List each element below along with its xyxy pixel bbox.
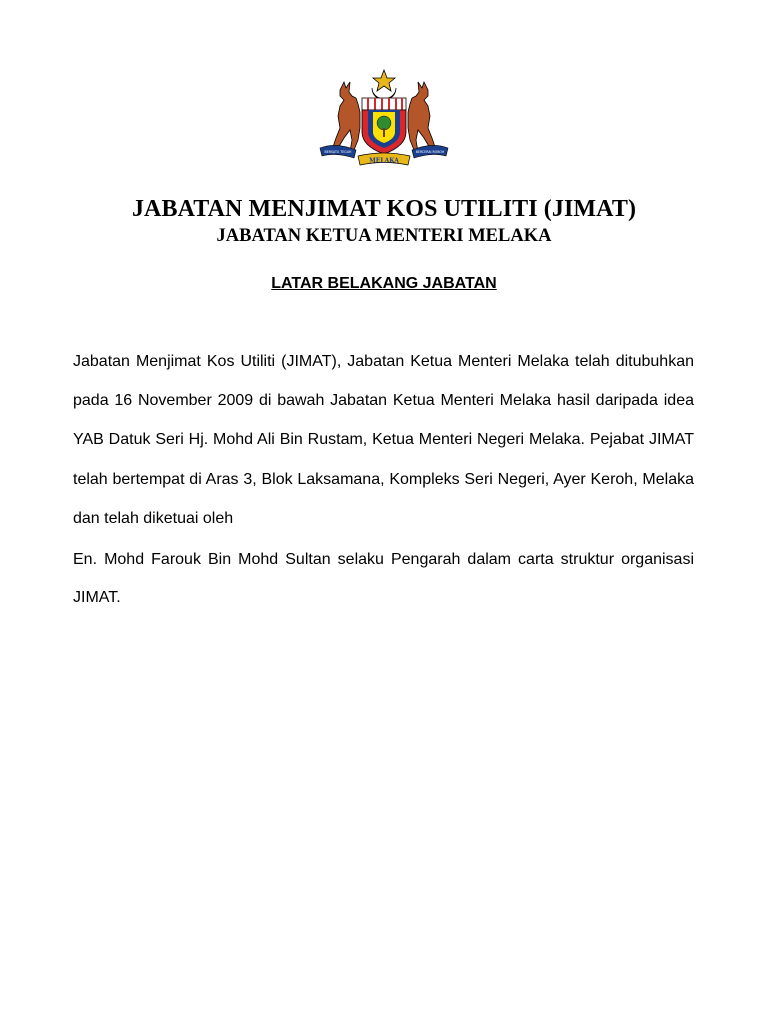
document-subtitle: JABATAN KETUA MENTERI MELAKA [216,226,552,246]
melaka-scroll-icon [358,153,410,165]
body-paragraph-1: Jabatan Menjimat Kos Utiliti (JIMAT), Jabatan Ketua Menteri Melaka telah ditubuhkan pada 16 November 2009 di bawah Jabatan Ketua Menteri Melaka hasil daripada idea YAB Datuk Seri Hj. Mohd Ali Bin Rustam, Ketua Menteri Negeri Melaka. Pejabat JIMAT telah bertempat di Aras 3, Blok Laksamana, Kompleks Seri Negeri, Ayer Keroh, Melaka dan telah diketuai oleh [73,353,694,527]
section-heading: LATAR BELAKANG JABATAN [271,275,497,292]
left-deer-icon [332,82,360,152]
right-ribbon-text: BERCERAI ROBOH [415,150,445,154]
scroll-text: MELAKA [369,157,399,165]
body-paragraph-2: En. Mohd Farouk Bin Mohd Sultan selaku Pengarah dalam carta struktur organisasi JIMAT. [73,551,694,606]
crest-emblem-icon [318,68,450,170]
shield-icon [362,98,406,154]
star-icon [373,70,395,91]
melaka-coat-of-arms-logo [318,68,450,170]
right-deer-icon [408,82,436,152]
document-title: JABATAN MENJIMAT KOS UTILITI (JIMAT) [131,196,637,222]
left-ribbon-text: BERSATU TEGUH [324,150,352,154]
